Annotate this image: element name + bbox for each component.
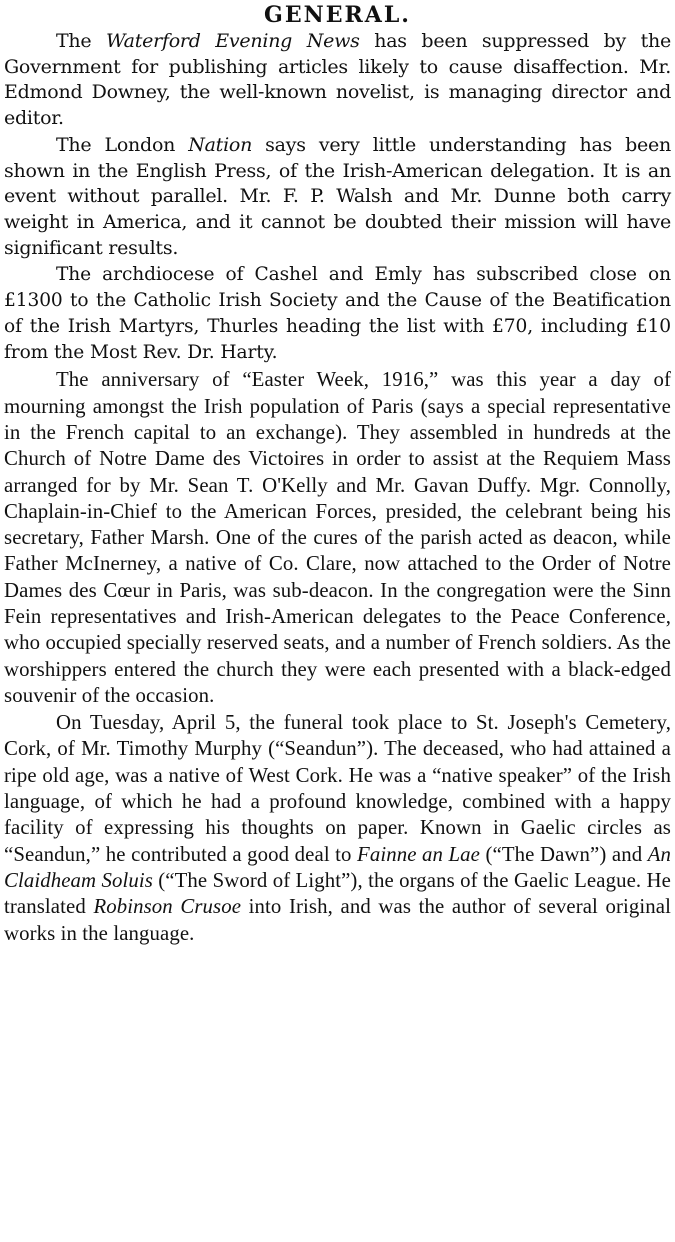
- newspaper-title: Waterford Evening News: [106, 30, 360, 52]
- book-title: Robinson Crusoe: [93, 895, 242, 919]
- article-seandun-funeral: [4, 710, 671, 947]
- article-text: has been suppressed by the Government for publishing articles likely to cause disaffection. Mr. Edmond Downey, the well-known novelist, is managing director and editor.: [4, 30, 671, 130]
- publication-title: Fainne an Lae: [357, 842, 481, 866]
- article-text: The London: [56, 133, 189, 156]
- article-text: (“The Dawn”) and: [480, 842, 648, 866]
- publication-title: An Claidheam Soluis: [4, 842, 671, 892]
- article-text: The archdiocese of Cashel and Emly has subscribed close on £1300 to the Catholic Irish Society and the Cause of the Beatification of the Irish Martyrs, Thurles heading the list with £70, including £10 from the Most Rev. Dr. Harty.: [4, 264, 671, 364]
- section-heading: GENERAL.: [264, 2, 411, 28]
- article-text: says very little understanding has been shown in the English Press, of the Irish-American delegation. It is an event without parallel. Mr. F. P. Walsh and Mr. Dunne both carry weight in America, and it cannot be doubted their mission will have significant results.: [4, 133, 671, 259]
- article-text: The anniversary of “Easter Week, 1916,” was this year a day of mourning amongst the Irish population of Paris (says a special representative in the French capital to an exchange). They assembled in hundreds at the Church of Notre Dame des Victoires in order to assist at the Requiem Mass arranged for by Mr. Sean T. O'Kelly and Mr. Gavan Duffy. Mgr. Connolly, Chaplain-in-Chief to the American Forces, presided, the celebrant being his secretary, Father Marsh. One of the cures of the parish acted as deacon, while Father McInerney, a native of Co. Clare, now attached to the Order of Notre Dames des Cœur in Paris, was sub-deacon. In the congregation were the Sinn Fein representatives and Irish-American delegates to the Peace Conference, who occupied specially reserved seats, and a number of French soldiers. As the worshippers entered the church they were each presented with a black-edged souvenir of the occasion.: [4, 368, 671, 707]
- article-text: into Irish, and was the author of several original works in the language.: [4, 895, 671, 945]
- article-text: On Tuesday, April 5, the funeral took place to St. Joseph's Cemetery, Cork, of Mr. Timothy Murphy (“Seandun”). The deceased, who had attained a ripe old age, was a native of West Cork. He was a “native speaker” of the Irish language, of which he had a profound knowledge, combined with a happy facility of expressing his thoughts on paper. Known in Gaelic circles as “Seandun,” he contributed a good deal to: [4, 711, 671, 866]
- article-london-nation: [4, 133, 671, 262]
- article-text: The: [56, 30, 107, 52]
- article-waterford-news: [4, 29, 671, 132]
- article-text: (“The Sword of Light”), the organs of the Gaelic League. He translated: [4, 868, 671, 919]
- article-cashel-emly: [4, 262, 671, 366]
- article-easter-week-paris: [4, 367, 671, 709]
- newspaper-title: Nation: [188, 133, 253, 156]
